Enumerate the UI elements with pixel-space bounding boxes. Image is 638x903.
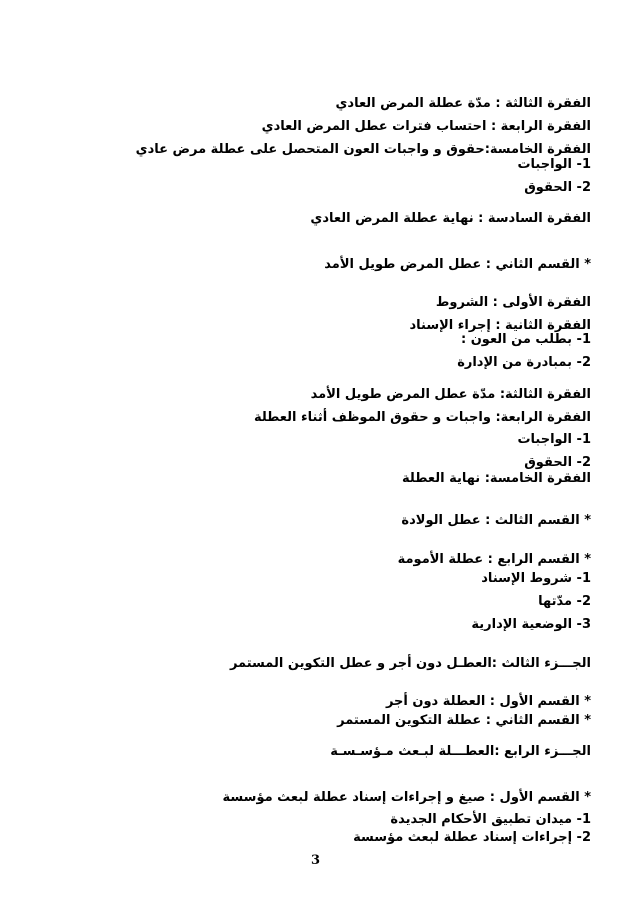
list-item: 2- الحقوق	[524, 180, 591, 195]
list-item: 2- إجراءات إسناد عطلة لبعث مؤسسة	[353, 830, 591, 845]
paragraph-5-heading: الفقرة الخامسة:حقوق و واجبات العون المتحصل على عطلة مرض عادي	[135, 142, 591, 157]
list-item: 2- الحقوق	[524, 455, 591, 470]
part-3-heading: الجـــزء الثالث :العطـل دون أجر و عطل التكوين المستمر	[229, 656, 591, 671]
list-item: 2- بمبادرة من الإدارة	[457, 355, 591, 370]
paragraph-3-heading: الفقرة الثالثة : مدّة عطلة المرض العادي	[335, 96, 591, 111]
paragraph-4-heading: الفقرة الرابعة : احتساب فترات عطل المرض العادي	[261, 119, 591, 134]
part-4-heading: الجـــزء الرابع :العطـــلة لبـعث مـؤسـسـة	[330, 744, 591, 759]
section-4-heading: * القسم الرابع : عطلة الأمومة	[397, 552, 591, 567]
page-number: 3	[311, 853, 321, 868]
list-item: 2- مدّتها	[538, 594, 591, 609]
paragraph-2-heading: الفقرة الثانية : إجراء الإسناد	[409, 318, 591, 333]
list-item: 1- الواجبات	[517, 157, 591, 172]
paragraph-6-heading: الفقرة السادسة : نهاية عطلة المرض العادي	[310, 211, 591, 226]
list-item: 1- شروط الإسناد	[481, 571, 591, 586]
list-item: 1- الواجبات	[517, 432, 591, 447]
paragraph-3-heading: الفقرة الثالثة: مدّة عطل المرض طويل الأمد	[310, 387, 591, 402]
paragraph-4-heading: الفقرة الرابعة: واجبات و حقوق الموظف أثناء العطلة	[253, 410, 591, 425]
section-2-heading: * القسم الثاني : عطل المرض طويل الأمد	[324, 257, 591, 272]
section-1-heading: * القسم الأول : العطلة دون أجر	[385, 694, 591, 709]
section-3-heading: * القسم الثالث : عطل الولادة	[401, 513, 591, 528]
list-item: 1- بطلب من العون :	[460, 332, 591, 347]
paragraph-1-heading: الفقرة الأولى : الشروط	[435, 295, 591, 310]
section-2-heading: * القسم الثاني : عطلة التكوين المستمر	[337, 713, 591, 728]
list-item: 1- ميدان تطبيق الأحكام الجديدة	[390, 812, 591, 827]
list-item: 3- الوضعية الإدارية	[471, 617, 591, 632]
paragraph-5-heading: الفقرة الخامسة: نهاية العطلة	[402, 471, 591, 486]
section-1-heading: * القسم الأول : صيغ و إجراءات إسناد عطلة لبعث مؤسسة	[222, 790, 591, 805]
